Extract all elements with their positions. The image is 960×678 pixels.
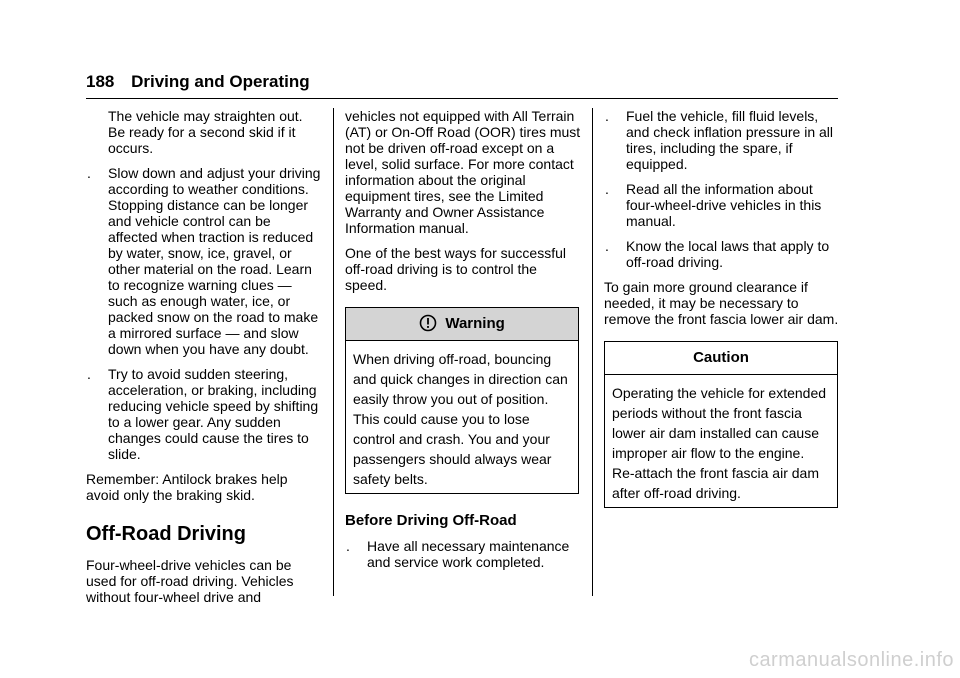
- column-3: [604, 108, 840, 508]
- paragraph: Remember: Antilock brakes help avoid only the braking skid.: [86, 471, 288, 503]
- paragraph: vehicles not equipped with All Terrain (AT) or On-Off Road (OOR) tires must not be driven off-road except on a level, solid surface. For more contact information about the original equipment tires, see the Limited Warranty and Owner Assistance Information manual.: [345, 108, 581, 236]
- column-1: [86, 108, 322, 614]
- bullet-mark: .: [605, 181, 609, 197]
- paragraph: To gain more ground clearance if needed, it may be necessary to remove the front fascia lower air dam.: [604, 279, 839, 327]
- bullet-item: [604, 108, 840, 172]
- watermark: carmanualsonline.info: [748, 649, 954, 671]
- column-divider: [592, 108, 593, 596]
- section-heading: Off-Road Driving: [86, 523, 246, 545]
- paragraph: The vehicle may straighten out. Be ready for a second skid if it occurs.: [108, 108, 303, 156]
- subsection-heading: Before Driving Off-Road: [345, 512, 517, 529]
- caution-header: [605, 342, 837, 375]
- bullet-mark: .: [605, 238, 609, 254]
- paragraph: Four-wheel-drive vehicles can be used for off-road driving. Vehicles without four-wheel drive and: [86, 557, 294, 605]
- bullet-text: Slow down and adjust your driving according to weather conditions. Stopping distance can be longer and vehicle control can be affected when traction is reduced by water, snow, ice, gravel, or other material on the road. Learn to recognize warning clues — such as enough water, ice, or packed snow on the road to make a mirrored surface — and slow down when you have any doubt.: [108, 165, 321, 357]
- column-2: [345, 108, 581, 579]
- bullet-text: Read all the information about four-wheel-drive vehicles in this manual.: [626, 181, 822, 229]
- caution-title: Caution: [693, 349, 749, 366]
- bullet-mark: .: [87, 165, 91, 181]
- warning-box: [345, 307, 579, 494]
- bullet-item: [345, 538, 581, 570]
- bullet-item: [86, 165, 322, 357]
- warning-icon: [419, 312, 437, 344]
- warning-title: Warning: [445, 315, 505, 332]
- caution-body: Operating the vehicle for extended periods without the front fascia lower air dam installed can cause improper air flow to the engine. Re-attach the front fascia air dam after off-road driving.: [612, 385, 827, 501]
- page-number: 188: [86, 72, 115, 91]
- caution-box: [604, 341, 838, 508]
- bullet-mark: .: [605, 108, 609, 124]
- bullet-text: Have all necessary maintenance and service work completed.: [367, 538, 570, 570]
- column-divider: [333, 108, 334, 596]
- bullet-text: Fuel the vehicle, fill fluid levels, and check inflation pressure in all tires, including the spare, if equipped.: [626, 108, 834, 172]
- bullet-mark: .: [346, 538, 350, 554]
- bullet-mark: .: [87, 366, 91, 382]
- bullet-item: [86, 366, 322, 462]
- bullet-item: [604, 238, 840, 270]
- page-header: [86, 70, 838, 99]
- section-title: Driving and Operating: [131, 72, 310, 91]
- bullet-item: [604, 181, 840, 229]
- warning-body: When driving off-road, bouncing and quick changes in direction can easily throw you out of position. This could cause you to lose control and crash. You and your passengers should always wear safety belts.: [353, 351, 568, 487]
- bullet-text: Know the local laws that apply to off-road driving.: [626, 238, 830, 270]
- paragraph: One of the best ways for successful off-road driving is to control the speed.: [345, 245, 566, 293]
- bullet-text: Try to avoid sudden steering, acceleration, or braking, including reducing vehicle speed by shifting to a lower gear. Any sudden changes could cause the tires to slide.: [108, 366, 319, 462]
- warning-header: [346, 308, 578, 341]
